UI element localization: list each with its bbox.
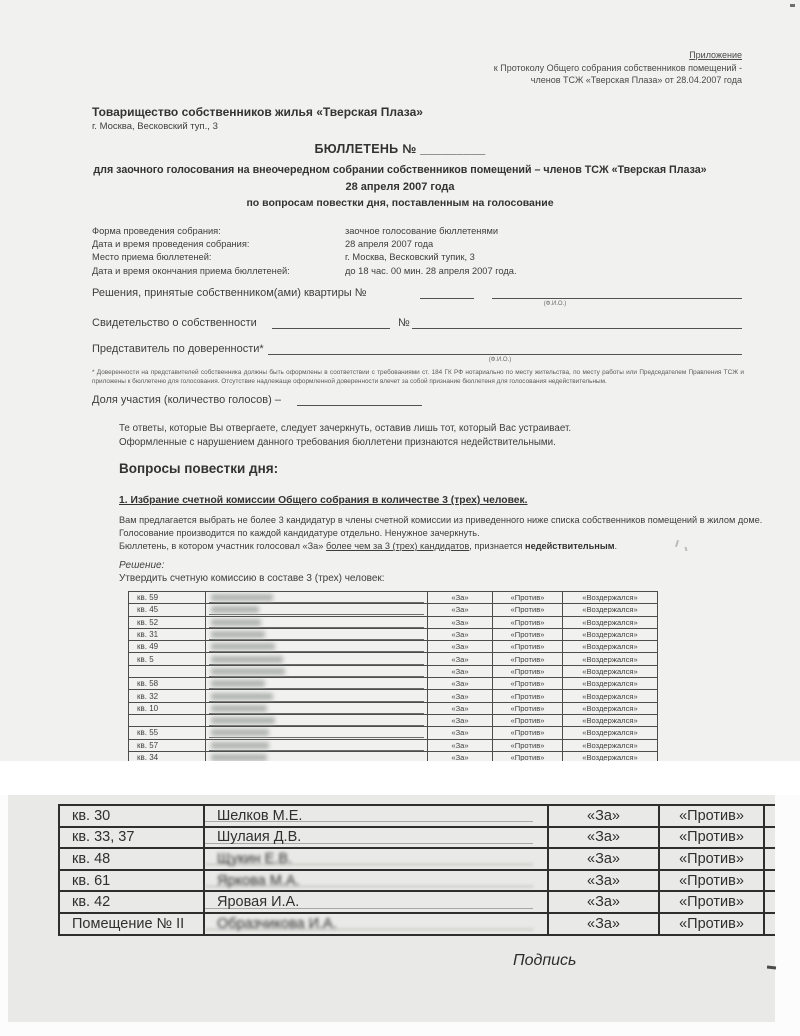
apartment-cell: кв. 30 — [59, 805, 204, 827]
vote-option: «Против» — [493, 665, 563, 677]
cut-column-cell — [764, 870, 775, 892]
apartment-cell — [129, 665, 206, 677]
candidate-row — [129, 641, 658, 653]
q1-text3-mid: , признается — [469, 541, 526, 551]
vote-option: «За» — [428, 702, 493, 714]
candidate-row — [129, 678, 658, 690]
vote-option: «Против» — [659, 805, 764, 827]
apartment-cell: кв. 57 — [129, 739, 206, 751]
proxy-footnote: * Доверенности на представителей собственника должны быть оформлены в соответствии с требованиями ст. 184 ГК РФ нотариально по месту жительства, по месту работы или Председателем Правления ТСЖ и приложены к бюллетеню для голосования. Отсутствие надлежаще оформленной доверенности влечет за собой признание бюллетеня для голосования недействительным. — [92, 369, 744, 385]
apartment-cell: кв. 34 — [129, 751, 206, 761]
candidate-name-cell: Щукин Е.В. — [204, 848, 548, 870]
vote-option: «За» — [428, 751, 493, 761]
vote-option: «За» — [548, 827, 659, 849]
name-underline — [209, 594, 424, 603]
share-blank — [297, 405, 422, 406]
candidate-name-cell: Шулаия Д.В. — [204, 827, 548, 849]
vote-option: «Воздержался» — [563, 751, 658, 761]
meeting-info-value: заочное голосование бюллетенями — [345, 226, 499, 236]
pencil-mark — [675, 540, 679, 547]
candidate-name-cell — [206, 641, 428, 653]
candidate-name-cell — [206, 592, 428, 604]
meeting-info-block — [92, 225, 517, 278]
vote-option: «Против» — [659, 827, 764, 849]
vote-option: «За» — [428, 714, 493, 726]
candidate-row — [129, 628, 658, 640]
owner-fio-blank — [492, 298, 742, 299]
blurred-name — [211, 754, 267, 761]
page-gap — [0, 761, 800, 795]
apartment-cell: кв. 58 — [129, 678, 206, 690]
cut-column-cell — [764, 848, 775, 870]
candidate-name-cell — [206, 604, 428, 616]
vote-option: «За» — [428, 641, 493, 653]
candidate-name-cell — [206, 702, 428, 714]
blurred-name — [211, 619, 261, 626]
vote-option: «Против» — [493, 628, 563, 640]
candidate-name-cell — [206, 739, 428, 751]
vote-option: «Воздержался» — [563, 714, 658, 726]
blurred-name — [211, 668, 285, 675]
meeting-info-label: Место приема бюллетеней: — [92, 252, 212, 263]
blurred-name — [211, 606, 259, 613]
candidate-name-cell — [206, 690, 428, 702]
candidate-row-zoomed — [59, 848, 775, 870]
vote-option: «За» — [548, 805, 659, 827]
blurred-name — [211, 631, 265, 638]
vote-option: «Воздержался» — [563, 628, 658, 640]
blurred-name — [211, 742, 269, 749]
vote-option: «Воздержался» — [563, 665, 658, 677]
fio-caption-2: (Ф.И.О.) — [488, 357, 512, 363]
vote-option: «За» — [428, 690, 493, 702]
scan-artifact-speck — [790, 4, 795, 7]
certificate-field-label: Свидетельство о собственности — [92, 317, 257, 329]
apartment-cell: кв. 59 — [129, 592, 206, 604]
name-underline — [209, 742, 424, 751]
vote-option: «Против» — [493, 690, 563, 702]
fio-caption-1: (Ф.И.О.) — [543, 301, 567, 307]
candidate-name-cell: Яркова М.А. — [204, 870, 548, 892]
vote-option: «Против» — [493, 616, 563, 628]
ballot-subtitle: для заочного голосования на внеочередном собрании собственников помещений – членов ТСЖ «Тверская Плаза» — [93, 164, 707, 176]
candidate-row — [129, 604, 658, 616]
resolution-label: Решение: — [119, 560, 165, 571]
question1-title: 1. Избрание счетной комиссии Общего собрания в количестве 3 (трех) человек. — [119, 495, 528, 506]
cut-column-cell — [764, 827, 775, 849]
meeting-info-row — [92, 251, 517, 264]
name-underline — [209, 693, 424, 702]
apartment-cell: кв. 32 — [129, 690, 206, 702]
blurred-name — [211, 705, 267, 712]
name-underline — [209, 619, 424, 628]
blurred-name — [211, 656, 283, 663]
cut-column-cell — [764, 891, 775, 913]
meeting-info-row — [92, 238, 517, 251]
apartment-cell: кв. 31 — [129, 628, 206, 640]
name-underline — [209, 656, 424, 665]
question1-text3 — [119, 541, 617, 551]
name-underline — [209, 631, 424, 640]
blurred-name — [211, 717, 275, 724]
candidate-row — [129, 739, 658, 751]
q1-text3-bold: недействительным — [525, 541, 615, 551]
vote-option: «Против» — [493, 678, 563, 690]
meeting-info-value: 28 апреля 2007 года — [345, 239, 434, 250]
candidate-name-cell — [206, 714, 428, 726]
vote-option: «Воздержался» — [563, 604, 658, 616]
question1-text1: Вам предлагается выбрать не более 3 кандидатур в члены счетной комиссии из приведенного ниже списка собственников помещений в жилом доме. — [119, 515, 763, 525]
apartment-cell: кв. 33, 37 — [59, 827, 204, 849]
certificate-blank — [272, 328, 390, 329]
vote-option: «Против» — [659, 913, 764, 935]
share-field-label: Доля участия (количество голосов) – — [92, 394, 281, 406]
vote-option: «Против» — [659, 891, 764, 913]
vote-option: «Против» — [493, 592, 563, 604]
apartment-cell — [129, 714, 206, 726]
vote-option: «Воздержался» — [563, 690, 658, 702]
name-underline — [209, 754, 424, 761]
name-underline — [209, 606, 424, 615]
ballot-subtitle2: по вопросам повестки дня, поставленным на голосование — [246, 197, 554, 209]
cut-column-cell — [764, 805, 775, 827]
cut-column-cell — [764, 913, 775, 935]
candidate-row-zoomed — [59, 805, 775, 827]
candidate-name-cell — [206, 653, 428, 665]
vote-option: «За» — [428, 628, 493, 640]
name-underline — [209, 705, 424, 714]
candidate-name-cell — [206, 678, 428, 690]
vote-option: «За» — [548, 891, 659, 913]
vote-option: «За» — [548, 913, 659, 935]
name-underline — [209, 729, 424, 738]
name-underline — [209, 680, 424, 689]
blurred-name — [211, 729, 269, 736]
apartment-cell: Помещение № II — [59, 913, 204, 935]
organization-name: Товарищество собственников жилья «Тверская Плаза» — [92, 105, 423, 119]
vote-option: «Воздержался» — [563, 678, 658, 690]
vote-option: «Против» — [659, 870, 764, 892]
candidate-name-cell — [206, 665, 428, 677]
certificate-number-sign: № — [398, 317, 410, 329]
vote-option: «За» — [428, 592, 493, 604]
candidate-row-zoomed — [59, 891, 775, 913]
apartment-cell: кв. 45 — [129, 604, 206, 616]
meeting-info-label: Форма проведения собрания: — [92, 226, 221, 236]
meeting-info-row — [92, 225, 517, 238]
name-underline — [209, 668, 424, 677]
appendix-note — [494, 49, 742, 87]
q1-text3-pre: Бюллетень, в котором участник голосовал «За» — [119, 541, 326, 551]
vote-option: «За» — [428, 665, 493, 677]
vote-option: «Воздержался» — [563, 592, 658, 604]
vote-option: «За» — [428, 653, 493, 665]
vote-option: «Воздержался» — [563, 653, 658, 665]
candidate-row — [129, 616, 658, 628]
q1-text3-underlined: более чем за 3 (трех) кандидатов — [325, 541, 470, 551]
vote-option: «За» — [428, 616, 493, 628]
vote-option: «Против» — [493, 604, 563, 616]
vote-option: «Воздержался» — [563, 641, 658, 653]
scanned-ballot-zoom-fragment — [8, 795, 775, 1022]
candidates-vote-table-zoomed — [58, 804, 775, 936]
vote-option: «За» — [548, 848, 659, 870]
vote-option: «Воздержался» — [563, 727, 658, 739]
vote-option: «Против» — [493, 653, 563, 665]
candidate-row — [129, 592, 658, 604]
signature-label: Подпись — [513, 952, 577, 969]
question1-text2: Голосование производится по каждой кандидатуре отдельно. Ненужное зачеркнуть. — [119, 528, 480, 538]
candidate-name-cell — [206, 751, 428, 761]
vote-option: «За» — [428, 727, 493, 739]
appendix-line2: к Протоколу Общего собрания собственников помещений - — [493, 62, 742, 73]
resolution-text: Утвердить счетную комиссию в составе 3 (трех) человек: — [119, 573, 385, 584]
candidate-name-cell — [206, 616, 428, 628]
vote-option: «Воздержался» — [563, 702, 658, 714]
candidate-row — [129, 665, 658, 677]
instruction-line1: Те ответы, которые Вы отвергаете, следует зачеркнуть, оставив лишь тот, который Вас устраивает. — [119, 423, 572, 434]
vote-option: «Против» — [493, 702, 563, 714]
candidate-row-zoomed — [59, 827, 775, 849]
vote-option: «За» — [428, 678, 493, 690]
apartment-cell: кв. 49 — [129, 641, 206, 653]
blurred-name — [211, 643, 275, 650]
apartment-cell: кв. 10 — [129, 702, 206, 714]
vote-option: «Против» — [493, 739, 563, 751]
candidates-vote-table — [128, 591, 658, 761]
appendix-line1: Приложение — [689, 50, 742, 60]
vote-option: «Воздержался» — [563, 739, 658, 751]
candidate-name-cell: Образчикова И.А. — [204, 913, 548, 935]
apartment-cell: кв. 5 — [129, 653, 206, 665]
candidate-name-cell — [206, 727, 428, 739]
meeting-info-value: г. Москва, Весковский тупик, 3 — [345, 252, 475, 263]
vote-option: «Против» — [493, 727, 563, 739]
vote-option: «Против» — [493, 641, 563, 653]
candidate-row — [129, 751, 658, 761]
blurred-name — [211, 594, 273, 601]
meeting-info-row — [92, 265, 517, 278]
candidate-name-cell: Шелков М.Е. — [204, 805, 548, 827]
candidate-name-cell — [206, 628, 428, 640]
vote-option: «За» — [548, 870, 659, 892]
candidate-row — [129, 714, 658, 726]
candidate-row — [129, 702, 658, 714]
candidate-row — [129, 653, 658, 665]
vote-option: «Против» — [659, 848, 764, 870]
candidate-row — [129, 727, 658, 739]
vote-option: «За» — [428, 604, 493, 616]
proxy-fio-blank — [268, 354, 742, 355]
blurred-name — [211, 693, 273, 700]
apartment-cell: кв. 55 — [129, 727, 206, 739]
apartment-number-blank — [420, 298, 474, 299]
organization-address: г. Москва, Весковский туп., 3 — [92, 121, 218, 132]
candidate-row — [129, 690, 658, 702]
decisions-field-label: Решения, принятые собственником(ами) квартиры № — [92, 287, 367, 299]
name-underline — [209, 717, 424, 726]
vote-option: «За» — [428, 739, 493, 751]
candidate-row-zoomed — [59, 870, 775, 892]
meeting-info-value: до 18 час. 00 мин. 28 апреля 2007 года. — [345, 265, 517, 276]
meeting-info-label: Дата и время проведения собрания: — [92, 239, 250, 250]
q1-text3-end: . — [614, 541, 618, 551]
agenda-heading: Вопросы повестки дня: — [119, 461, 279, 476]
pencil-mark — [685, 547, 688, 551]
certificate-number-blank — [412, 328, 742, 329]
candidate-row-zoomed — [59, 913, 775, 935]
apartment-cell: кв. 61 — [59, 870, 204, 892]
proxy-field-label: Представитель по доверенности* — [92, 343, 264, 355]
candidate-name-cell: Яровая И.А. — [204, 891, 548, 913]
blurred-name — [211, 680, 265, 687]
apartment-cell: кв. 42 — [59, 891, 204, 913]
meeting-info-label: Дата и время окончания приема бюллетеней: — [92, 265, 290, 276]
apartment-cell: кв. 52 — [129, 616, 206, 628]
vote-option: «Против» — [493, 714, 563, 726]
appendix-line3: членов ТСЖ «Тверская Плаза» от 28.04.2007 года — [530, 75, 742, 85]
apartment-cell: кв. 48 — [59, 848, 204, 870]
vote-option: «Против» — [493, 751, 563, 761]
ballot-title: БЮЛЛЕТЕНЬ № _________ — [314, 142, 486, 156]
name-underline — [209, 643, 424, 652]
instruction-line2: Оформленные с нарушением данного требования бюллетени признаются недействительными. — [119, 437, 556, 448]
ballot-date: 28 апреля 2007 года — [345, 181, 455, 193]
vote-option: «Воздержался» — [563, 616, 658, 628]
